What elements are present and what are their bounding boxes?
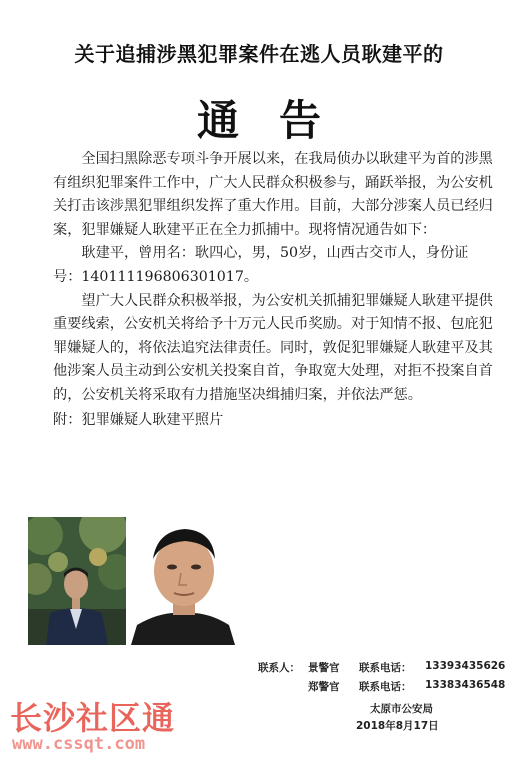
issue-date: 2018年8月17日 [356,720,439,732]
contact-phone-label: 联系电话： [359,681,412,693]
contact-list [258,660,508,698]
suspect-photo-outdoor [28,517,126,645]
contact-phone-label: 联系电话： [359,662,412,674]
watermark-logo-text: 长沙社区通 [10,699,176,737]
contact-name: 郑警官 [308,681,340,693]
issuing-authority: 太原市公安局 [370,703,433,715]
contact-name: 景警官 [308,662,340,674]
paragraph-appeal: 望广大人民群众积极举报，为公安机关抓捕犯罪嫌疑人耿建平提供重要线索，公安机关将给予十万元人民币奖励。对于知情不报、包庇犯罪嫌疑人的，将依法追究法律责任。同时，敦促犯罪嫌疑人耿建平及其他涉案人员主动到公安机关投案自首，争取宽大处理，对拒不投案自首的，公安机关将采取有力措施坚决缉捕归案，并依法严惩。 [53,292,493,403]
paragraph-intro: 全国扫黑除恶专项斗争开展以来，在我局侦办以耿建平为首的涉黑有组织犯罪案件工作中，广大人民群众积极参与，踊跃举报，为公安机关打击该涉黑犯罪组织发挥了重大作用。目前，大部分涉案人员已经归案，犯罪嫌疑人耿建平正在全力抓捕中。现将情况通告如下： [53,151,493,238]
contact-row [258,679,508,698]
suspect-photo-portrait [131,517,235,645]
notice-heading: 通告 [196,96,361,145]
contact-phone: 13383436548 [425,679,506,691]
contact-phone: 13393435626 [425,660,506,672]
contact-role-label: 联系人： [258,662,300,674]
contact-row [258,660,508,679]
notice-title: 关于追捕涉黑犯罪案件在逃人员耿建平的 [74,42,444,66]
watermark-url: www.cssqt.com [12,734,146,754]
paragraph-suspect-info: 耿建平，曾用名：耿四心，男，50岁，山西古交市人，身份证号：140111196806301017。 [53,245,469,285]
notice-body [53,148,493,432]
attachment-note: 附：犯罪嫌疑人耿建平照片 [53,411,224,428]
